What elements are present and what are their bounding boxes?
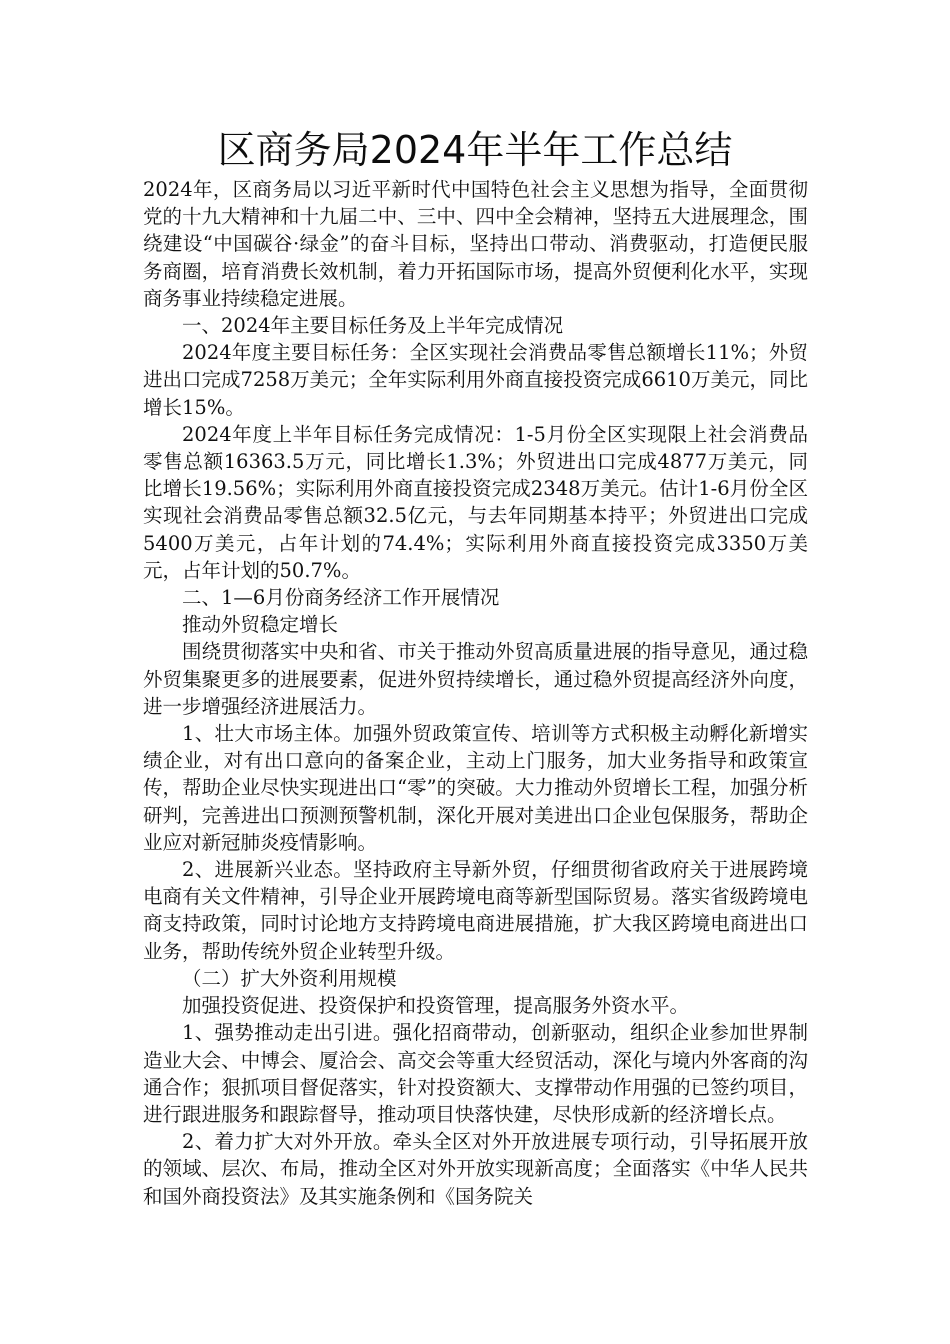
subsection-heading-foreign-investment: （二）扩大外资利用规模 [182,966,397,990]
document-title: 区商务局2024年半年工作总结 [217,128,733,172]
paragraph-opening-up: 2、着力扩大对外开放。牵头全区对外开放进展专项行动，引导拓展开放的领域、层次、布局，推动全区对外开放实现新高度；全面落实《中华人民共和国外商投资法》及其实施条例和《国务院关 [143,1130,808,1208]
intro-paragraph: 2024年，区商务局以习近平新时代中国特色社会主义思想为指导，全面贯彻党的十九大精神和十九届二中、三中、四中全会精神，坚持五大进展理念，围绕建设“中国碳谷·绿金”的奋斗目标，坚持出口带动、消费驱动，打造便民服务商圈，培育消费长效机制，着力开拓国际市场，提高外贸便利化水平，实现商务事业持续稳定进展。 [143,178,808,310]
paragraph-market-entities: 1、壮大市场主体。加强外贸政策宣传、培训等方式积极主动孵化新增实绩企业，对有出口意向的备案企业，主动上门服务，加大业务指导和政策宣传，帮助企业尽快实现进出口“零”的突破。大力推动外贸增长工程，加强分析研判，完善进出口预测预警机制，深化开展对美进出口企业包保服务，帮助企业应对新冠肺炎疫情影响。 [143,722,808,854]
paragraph-new-business: 2、进展新兴业态。坚持政府主导新外贸，仔细贯彻省政府关于进展跨境电商有关文件精神，引导企业开展跨境电商等新型国际贸易。落实省级跨境电商支持政策，同时讨论地方支持跨境电商进展措施，扩大我区跨境电商进出口业务，帮助传统外贸企业转型升级。 [143,858,808,963]
section-heading-1: 一、2024年主要目标任务及上半年完成情况 [182,314,564,338]
paragraph-investment-overview: 加强投资促进、投资保护和投资管理，提高服务外资水平。 [182,994,690,1018]
paragraph-half-year-completion: 2024年度上半年目标任务完成情况：1-5月份全区实现限上社会消费品零售总额16363.5万元，同比增长1.3%；外贸进出口完成4877万美元，同比增长19.56%；实际利用外商直接投资完成2348万美元。估计1-6月份全区实现社会消费品零售总额32.5亿元，与去年同期基本持平；外贸进出口完成5400万美元，占年计划的74.4%；实际利用外商直接投资完成3350万美元，占年计划的50.7%。 [143,422,808,582]
paragraph-annual-targets: 2024年度主要目标任务：全区实现社会消费品零售总额增长11%；外贸进出口完成7258万美元；全年实际利用外商直接投资完成6610万美元，同比增长15%。 [143,341,808,419]
subsection-heading-trade: 推动外贸稳定增长 [182,613,339,637]
paragraph-investment-attraction: 1、强势推动走出引进。强化招商带动，创新驱动，组织企业参加世界制造业大会、中博会、厦洽会、高交会等重大经贸活动，深化与境内外客商的沟通合作；狠抓项目督促落实，针对投资额大、支撑带动作用强的已签约项目，进行跟进服务和跟踪督导，推动项目快落快建，尽快形成新的经济增长点。 [143,1021,808,1126]
section-heading-2: 二、1—6月份商务经济工作开展情况 [182,586,500,610]
paragraph-trade-overview: 围绕贯彻落实中央和省、市关于推动外贸高质量进展的指导意见，通过稳外贸集聚更多的进展要素，促进外贸持续增长，通过稳外贸提高经济外向度，进一步增强经济进展活力。 [143,640,808,718]
document-body [143,176,808,1210]
